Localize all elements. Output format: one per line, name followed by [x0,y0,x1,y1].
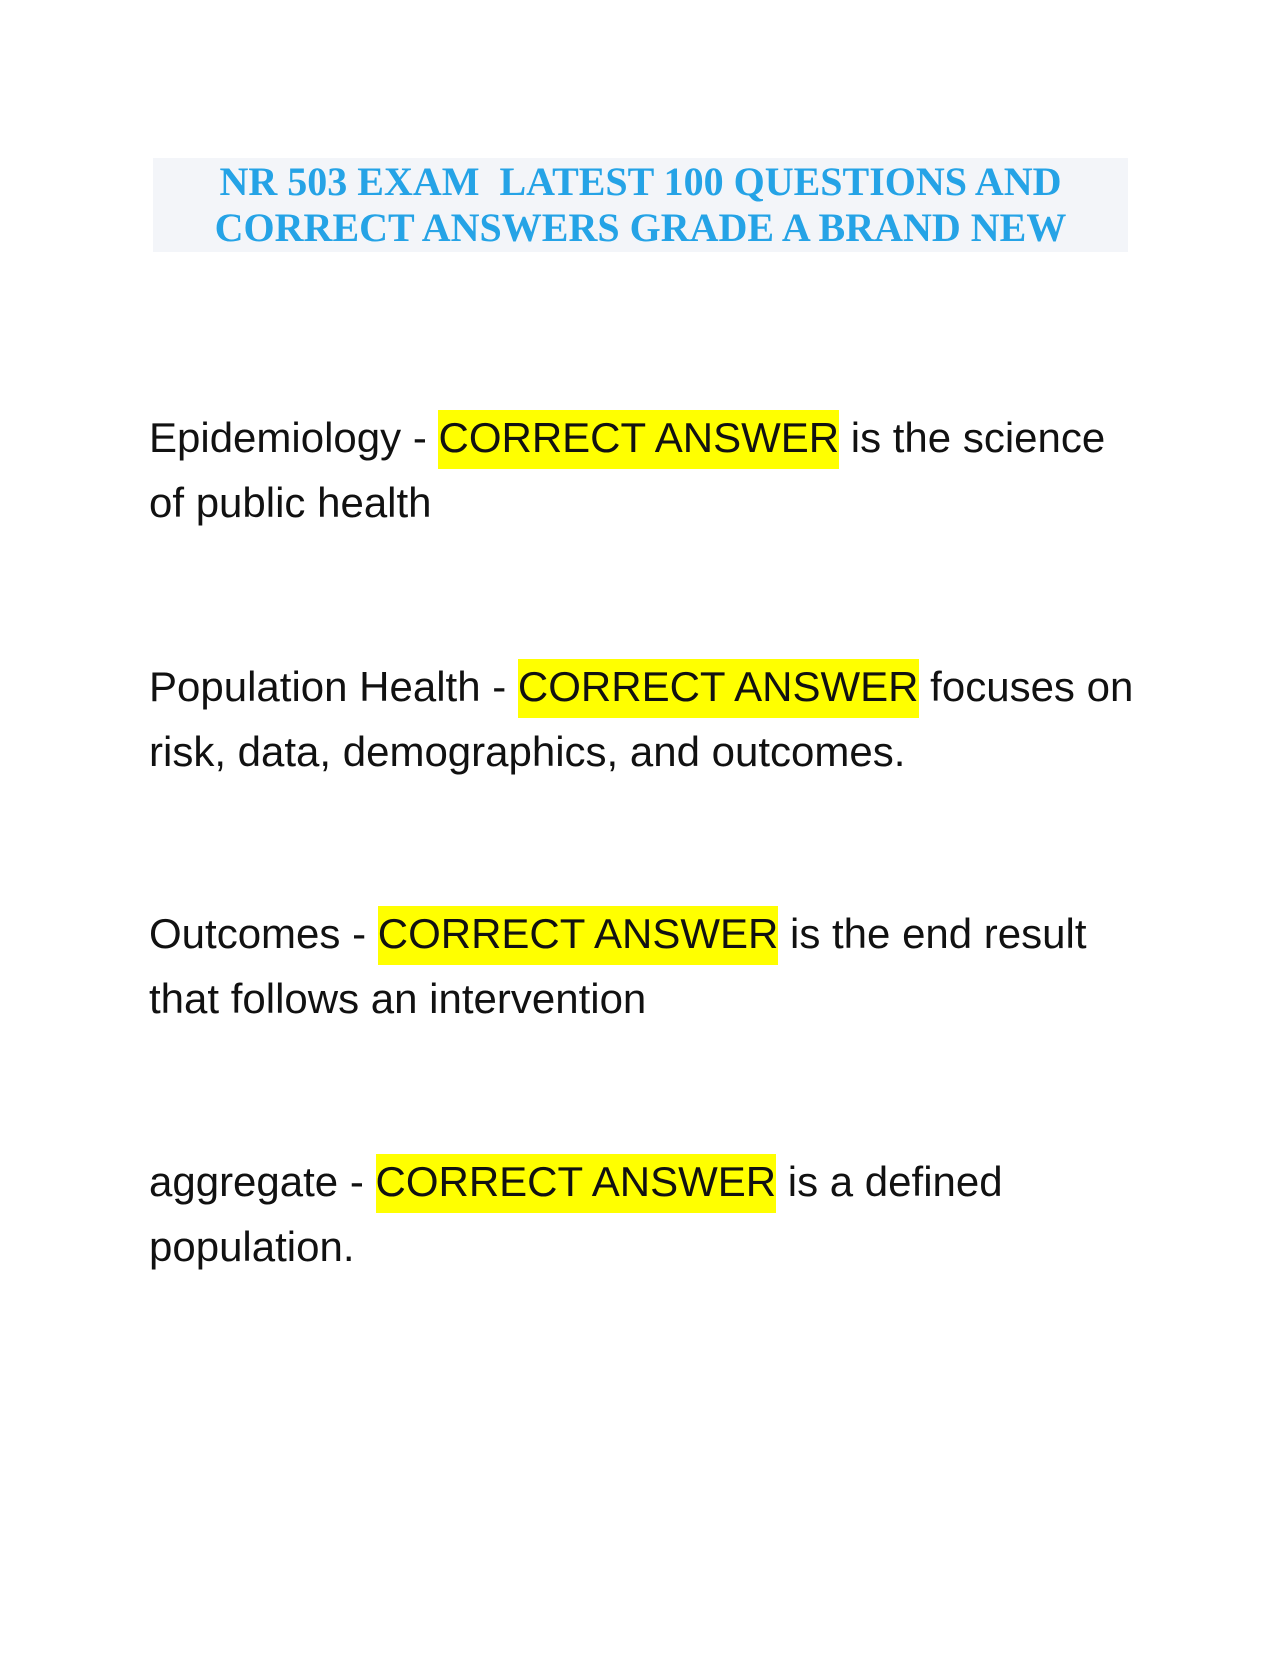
entry-definition: focuses on [918,663,1134,710]
entry-term: Population Health [149,663,481,710]
entry-definition: is the science [839,414,1106,461]
correct-answer-highlight: CORRECT ANSWER [438,410,839,469]
correct-answer-highlight: CORRECT ANSWER [378,906,779,965]
qa-entry-population-health [149,654,1149,784]
entry-definition: is the end result [778,910,1087,957]
entry-definition-continued: population. [149,1223,355,1270]
qa-entry-aggregate [149,1149,1149,1279]
title-line-1: NR 503 EXAM LATEST 100 QUESTIONS AND [219,159,1062,204]
qa-entry-epidemiology [149,405,1149,535]
entry-term: Epidemiology [149,414,402,461]
entry-separator: - [401,414,439,461]
document-title [153,158,1128,252]
correct-answer-highlight: CORRECT ANSWER [518,659,919,718]
correct-answer-highlight: CORRECT ANSWER [376,1154,777,1213]
entry-term: aggregate [149,1158,339,1205]
title-line-2: CORRECT ANSWERS GRADE A BRAND NEW [214,205,1067,250]
qa-entry-outcomes [149,901,1149,1031]
entry-definition-continued: risk, data, demographics, and outcomes. [149,728,906,775]
entry-separator: - [340,910,378,957]
entry-separator: - [338,1158,376,1205]
entry-definition-continued: that follows an intervention [149,975,647,1022]
entry-definition: is a defined [776,1158,1003,1205]
entry-term: Outcomes [149,910,341,957]
entry-separator: - [480,663,518,710]
entry-definition-continued: of public health [149,479,432,526]
